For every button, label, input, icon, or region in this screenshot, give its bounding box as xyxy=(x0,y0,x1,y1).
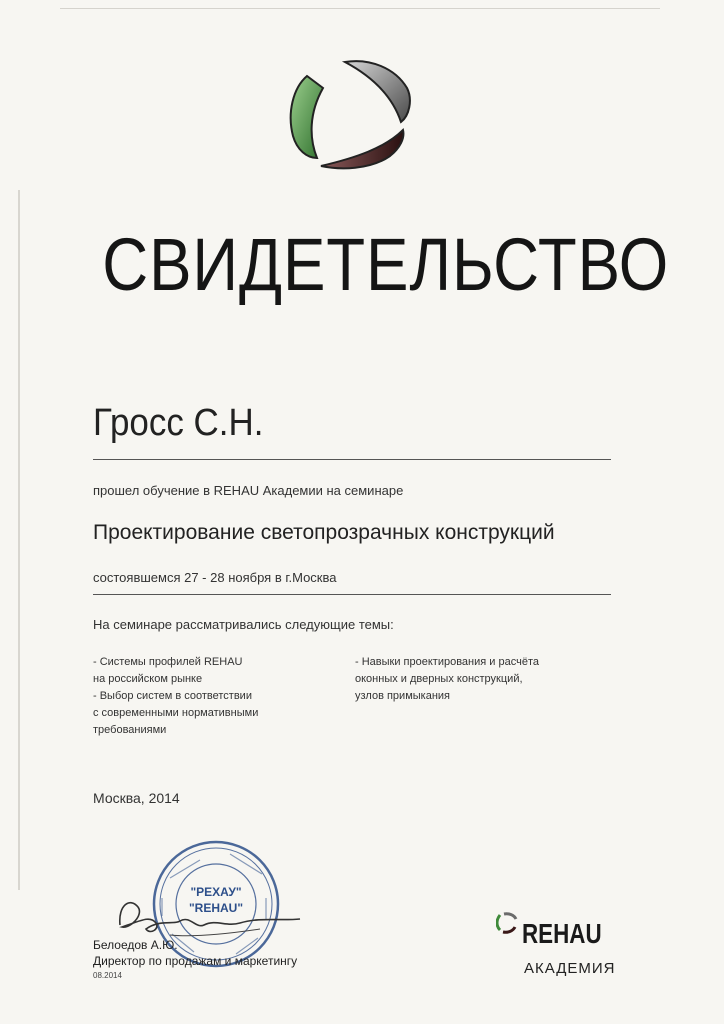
topic-line: на российском рынке xyxy=(93,673,203,685)
topic-line: с современными нормативными xyxy=(93,707,259,719)
signer-title: Директор по продажам и маркетингу xyxy=(93,954,298,968)
divider-line xyxy=(93,594,611,595)
place-and-year: Москва, 2014 xyxy=(93,790,180,806)
brand-subtitle: АКАДЕМИЯ xyxy=(524,960,616,977)
brand-block xyxy=(496,912,616,982)
top-edge-line xyxy=(60,8,660,9)
topics-heading: На семинаре рассматривались следующие темы: xyxy=(93,617,394,632)
divider-line xyxy=(93,459,611,460)
rehau-small-logo-icon xyxy=(496,912,518,934)
seminar-dates: состоявшемся 27 - 28 ноября в г.Москва xyxy=(93,570,337,585)
topics-right-column xyxy=(355,654,585,705)
topics-left-column xyxy=(93,654,313,739)
issue-date: 08.2014 xyxy=(93,971,122,980)
stamp-text: "РЕХАУ" xyxy=(190,885,242,899)
seminar-title: Проектирование светопрозрачных конструкций xyxy=(93,521,555,544)
topic-line: - Навыки проектирования и расчёта xyxy=(355,656,539,668)
signer-name: Белоедов А.Ю. xyxy=(93,938,178,952)
stamp-text: "REHAU" xyxy=(188,901,244,915)
topic-line: требованиями xyxy=(93,724,167,736)
rehau-logo-icon xyxy=(285,58,415,186)
topic-line: оконных и дверных конструкций, xyxy=(355,673,523,685)
topic-line: - Выбор систем в соответствии xyxy=(93,690,252,702)
brand-name: REHAU xyxy=(522,918,602,949)
left-edge-line xyxy=(18,190,20,890)
intro-text: прошел обучение в REHAU Академии на семинаре xyxy=(93,483,404,498)
certificate-title: СВИДЕТЕЛЬСТВО xyxy=(102,223,670,306)
recipient-name: Гросс С.Н. xyxy=(93,402,264,444)
topic-line: узлов примыкания xyxy=(355,690,451,702)
topic-line: - Системы профилей REHAU xyxy=(93,656,243,668)
